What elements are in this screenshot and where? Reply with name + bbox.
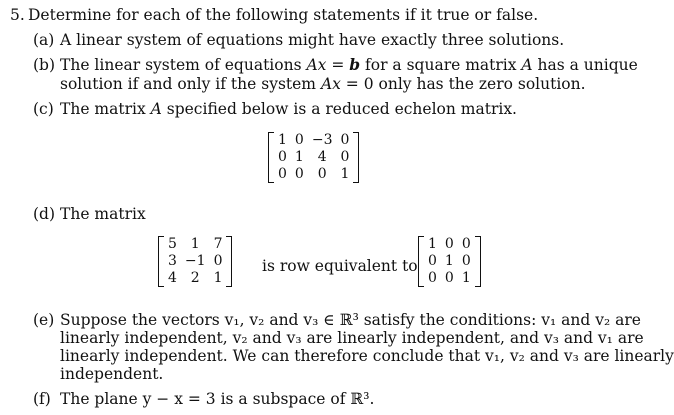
matrix-d-right-entry: 0: [461, 253, 471, 269]
matrix-d-right-entry: 0: [461, 236, 471, 252]
matrix-d-right-row: [424, 270, 475, 287]
part-b-math-ax: Ax: [306, 56, 327, 74]
part-d-label: (d): [33, 205, 56, 223]
part-d-text: The matrix: [60, 205, 146, 223]
matrix-d-left-entry: 5: [168, 236, 177, 252]
part-a-label: (a): [33, 31, 55, 49]
part-b-math-ax-2: Ax: [320, 75, 341, 93]
part-b-label: (b): [33, 56, 56, 74]
part-c-math-a: A: [150, 100, 162, 118]
matrix-d-left-entry: 7: [213, 236, 223, 252]
matrix-c-row: [274, 149, 353, 166]
matrix-c-entry: 0: [294, 166, 304, 182]
part-c-label: (c): [33, 100, 54, 118]
matrix-d-left-entry: −1: [184, 253, 206, 269]
part-e-line2: linearly independent, v₂ and v₃ are linearly independent, and v₃ and v₁ are: [60, 329, 644, 347]
part-c-text-1: The matrix: [60, 100, 151, 118]
matrix-d-left-row: [164, 236, 226, 253]
matrix-d-left-entry: 2: [190, 270, 200, 286]
part-d-middle-text: is row equivalent to: [262, 257, 418, 275]
part-b-math-a: A: [521, 56, 533, 74]
part-b-text-1: The linear system of equations: [60, 56, 307, 74]
matrix-d-right-entry: 1: [461, 270, 471, 286]
matrix-d-right: [418, 236, 481, 287]
matrix-d-left-entry: 0: [213, 253, 223, 269]
matrix-c-entry: 0: [294, 132, 304, 148]
matrix-c-row: [274, 132, 353, 149]
matrix-d-right-entry: 1: [428, 236, 437, 252]
part-b-equals: =: [326, 56, 350, 74]
matrix-d-left-entry: 4: [168, 270, 177, 286]
matrix-d-right-entry: 0: [444, 236, 454, 252]
matrix-c: [268, 132, 359, 183]
part-b-line2: [60, 75, 586, 93]
part-f-text: The plane y − x = 3 is a subspace of ℝ³.: [60, 390, 375, 408]
matrix-d-right-row: [424, 236, 475, 253]
matrix-d-right-entry: 1: [444, 253, 454, 269]
part-b-text-5: = 0 only has the zero solution.: [340, 75, 586, 93]
part-c-text: [60, 100, 517, 118]
part-c-text-2: specified below is a reduced echelon matrix.: [161, 100, 517, 118]
problem-prompt: Determine for each of the following statements if it true or false.: [28, 6, 539, 24]
matrix-d-left-row: [164, 253, 226, 270]
matrix-d-left-entry: 1: [190, 236, 200, 252]
matrix-c-entry: 1: [278, 132, 287, 148]
matrix-d-left-entry: 3: [168, 253, 177, 269]
part-e-line3: linearly independent. We can therefore conclude that v₁, v₂ and v₃ are linearly: [60, 347, 674, 365]
matrix-c-row: [274, 166, 353, 183]
part-e-line4: independent.: [60, 365, 164, 383]
problem-number-label: 5.: [10, 6, 25, 24]
matrix-d-right-entry: 0: [428, 270, 437, 286]
matrix-d-left: [158, 236, 232, 287]
matrix-d-left-table: [164, 236, 226, 287]
part-b-line1: [60, 56, 638, 74]
matrix-d-right-entry: 0: [428, 253, 437, 269]
matrix-c-entry: −3: [311, 132, 333, 148]
part-a-text: A linear system of equations might have exactly three solutions.: [60, 31, 565, 49]
matrix-c-entry: 0: [340, 132, 350, 148]
matrix-c-table: [274, 132, 353, 183]
problem-number: [10, 6, 25, 24]
matrix-d-left-entry: 1: [213, 270, 223, 286]
matrix-c-entry: 4: [317, 149, 327, 165]
matrix-c-entry: 0: [278, 149, 287, 165]
part-b-text-2: for a square matrix: [360, 56, 522, 74]
matrix-c-entry: 0: [317, 166, 327, 182]
part-e-label: (e): [33, 311, 55, 329]
matrix-d-right-row: [424, 253, 475, 270]
matrix-c-entry: 0: [278, 166, 287, 182]
matrix-c-entry: 1: [340, 166, 350, 182]
matrix-d-left-row: [164, 270, 226, 287]
part-b-text-3: has a unique: [532, 56, 638, 74]
matrix-d-right-table: [424, 236, 475, 287]
matrix-d-right-entry: 0: [444, 270, 454, 286]
matrix-c-entry: 1: [294, 149, 304, 165]
part-b-math-b: b: [349, 55, 361, 74]
part-b-text-4: solution if and only if the system: [60, 75, 321, 93]
part-f-label: (f): [33, 390, 51, 408]
matrix-c-entry: 0: [340, 149, 350, 165]
part-e-line1: Suppose the vectors v₁, v₂ and v₃ ∈ ℝ³ satisfy the conditions: v₁ and v₂ are: [60, 311, 641, 329]
